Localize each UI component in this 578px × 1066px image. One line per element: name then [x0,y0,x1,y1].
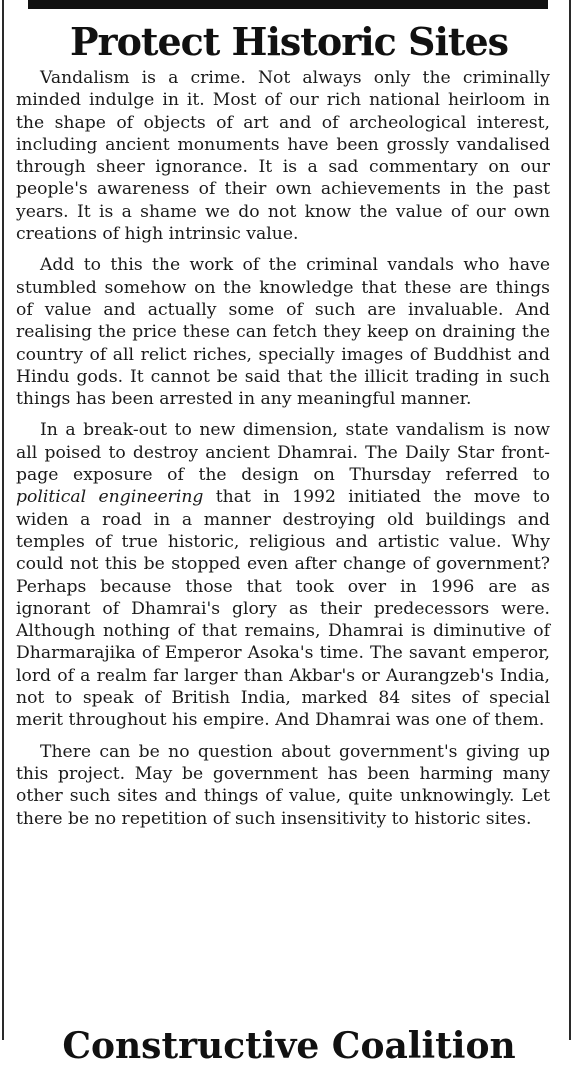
article-body [16,67,550,839]
paragraph-3-text-a: In a break-out to new dimension, state vandalism is now all poised to destroy ancient Dhamrai. The Daily Star front-page exposure of the design on Thursday referred to [16,420,550,486]
paragraph-1: Vandalism is a crime. Not always only the criminally minded indulge in it. Most of our rich national heirloom in the shape of objects of art and of archeological interest, including ancient monuments have been grossly vandalised through sheer ignorance. It is a sad commentary on our people's awareness of their own achievements in the past years. It is a shame we do not know the value of our own creations of high intrinsic value. [16,68,550,245]
paragraph-3-text-b: that in 1992 initiated the move to widen a road in a manner destroying old buildings and temples of true historic, religious and artistic value. Why could not this be stopped even after change of government? Perhaps because those that took over in 1996 are as ignorant of Dhamrai's glory as their predecessors were. Although nothing of that remains, Dhamrai is diminutive of Dharmarajika of Emperor Asoka's time. The savant emperor, lord of a realm far larger than Akbar's or Aurangzeb's India, not to speak of British India, marked 84 sites of special merit throughout his empire. And Dhamrai was one of them. [16,487,550,731]
paragraph-4: There can be no question about government's giving up this project. May be government has been harming many other such sites and things of value, quite unknowingly. Let there be no repetition of such insensitivity to historic sites. [16,741,550,829]
article-headline: Protect Historic Sites [69,19,509,64]
next-article-headline: Constructive Coalition [62,1026,516,1066]
paragraph-2: Add to this the work of the criminal vandals who have stumbled somehow on the knowledge that these are things of value and actually some of such are invaluable. And realising the price these can fetch they keep on draining the country of all relict riches, specially images of Buddhist and Hindu gods. It cannot be said that the illicit trading in such things has been arrested in any meaningful manner. [16,255,550,410]
paragraph-3 [16,419,550,731]
paragraph-3-italic: political engineering [16,487,204,508]
